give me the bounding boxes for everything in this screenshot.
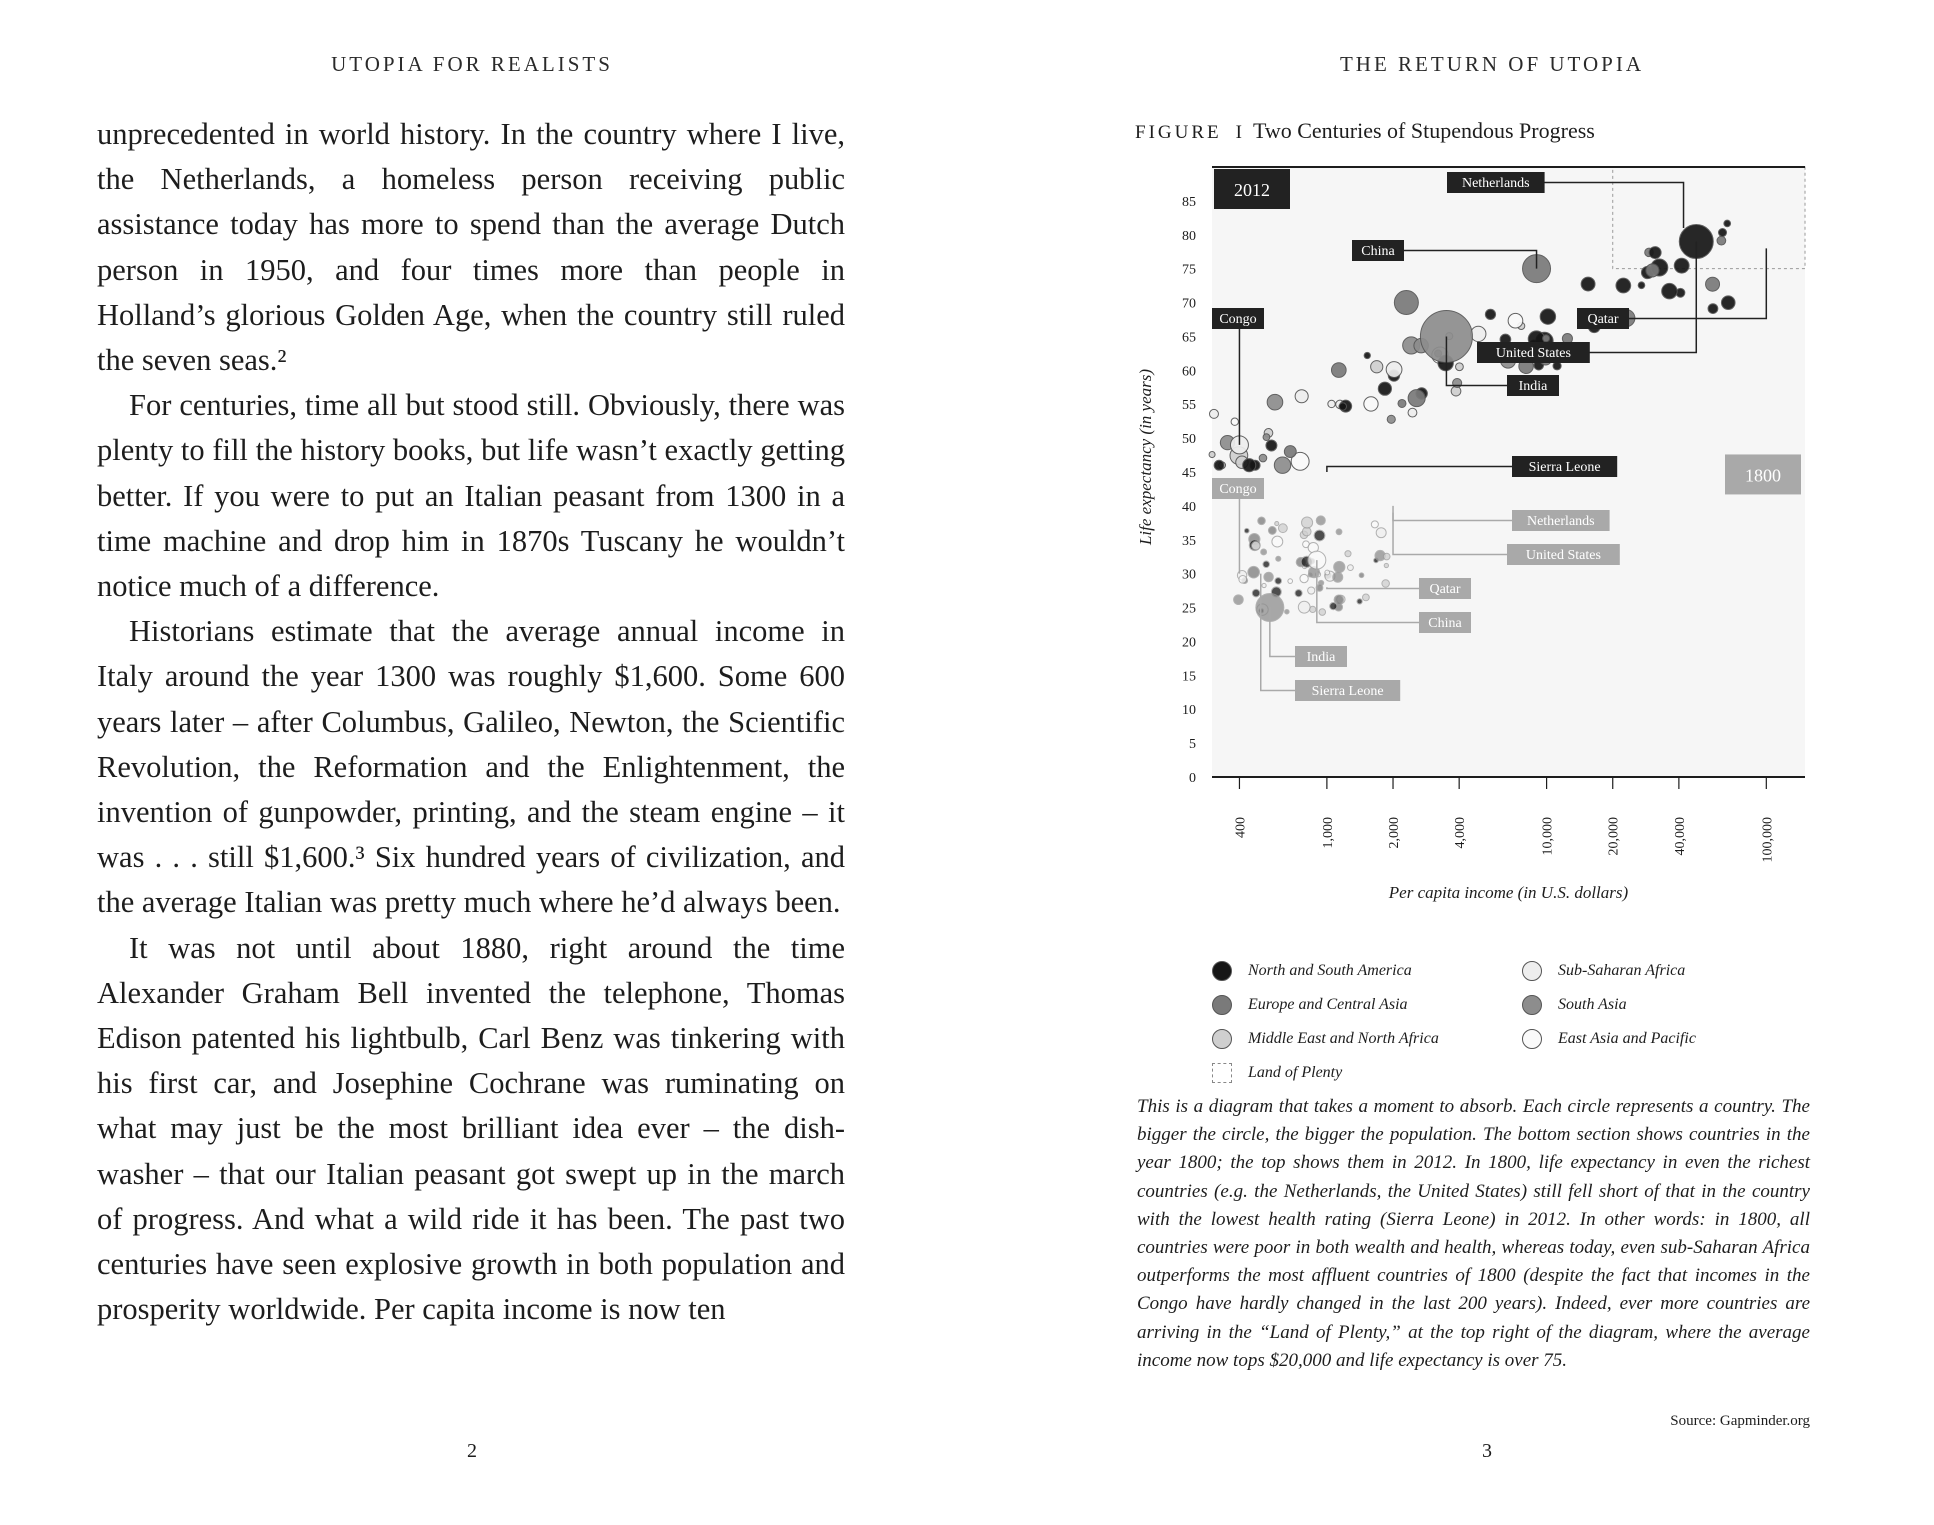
country-bubble [1706,277,1720,291]
legend-item [1522,992,1627,1018]
country-bubble [1364,397,1378,411]
figure-label: FIGURE [1135,122,1222,143]
country-label: Congo [1219,312,1257,327]
paragraph-3: Historians estimate that the average annual income in Italy around the year 1300 was roughly $1,600. Some 600 years later – after Columbus, Galileo, Newton, the Scientific Revolution, the Reformation and the Enlightenment, the invention of gunpowder, printing, and the steam engine – it was . . . still $1,600.³ Six hundred years of civilization, and the average Italian was pretty much where he’d always been. [97,614,845,920]
country-bubble [1721,296,1735,310]
legend-label: Middle East and North Africa [1248,1030,1439,1047]
country-bubble [1331,363,1346,378]
body-text [97,112,845,1332]
x-axis-label: Per capita income (in U.S. dollars) [1388,883,1629,902]
country-bubble [1275,522,1279,526]
country-bubble [1674,258,1689,273]
y-tick-label: 20 [1182,635,1196,651]
country-bubble [1209,452,1215,458]
y-tick-label: 45 [1182,466,1196,481]
country-label: Sierra Leone [1311,684,1384,699]
country-bubble [1334,561,1345,572]
country-bubble [1248,566,1260,578]
country-bubble [1263,434,1270,441]
country-bubble [1339,403,1346,410]
country-bubble [1387,415,1395,423]
country-label: India [1306,650,1336,665]
country-bubble [1252,589,1260,597]
country-bubble [1336,529,1342,535]
country-bubble [1357,599,1362,604]
country-label: United States [1495,346,1571,361]
country-bubble [1359,573,1364,578]
x-tick-label: 400 [1233,817,1249,838]
legend-item [1212,1060,1342,1086]
country-bubble [1275,578,1282,585]
country-bubble [1364,352,1370,358]
legend-swatch [1212,1029,1232,1049]
figure-source: Source: Gapminder.org [1670,1413,1810,1429]
country-bubble [1382,580,1390,588]
country-bubble [1581,277,1595,291]
legend-swatch [1212,1063,1232,1083]
country-bubble [1616,278,1631,293]
country-bubble [1325,570,1330,575]
legend-item [1522,1026,1696,1052]
chart-legend [1212,958,1772,1098]
legend-label: South Asia [1558,996,1627,1013]
y-tick-label: 0 [1189,771,1196,786]
country-bubble [1285,609,1289,613]
country-bubble [1408,408,1417,417]
legend-swatch [1212,961,1232,981]
country-label: Netherlands [1461,176,1530,191]
legend-swatch [1522,961,1542,981]
country-bubble [1540,309,1555,324]
y-tick-label: 75 [1182,262,1196,278]
paragraph-2: For centuries, time all but stood still. Obviously, there was plenty to fill the history books, but life wasn’t exactly getting better. If you were to put an Italian peasant from 1300 in a time machine and drop him in 1870s Tuscany he wouldn’t notice much of a difference. [97,388,845,604]
legend-swatch [1522,995,1542,1015]
y-tick-label: 50 [1182,432,1196,448]
legend-swatch [1212,995,1232,1015]
country-bubble [1288,579,1293,584]
x-tick-label: 100,000 [1760,817,1776,863]
country-label: Congo [1219,482,1257,497]
x-tick-label: 10,000 [1540,817,1556,856]
x-tick-label: 20,000 [1606,817,1622,856]
y-tick-label: 80 [1182,228,1196,244]
figure-description: This is a diagram that takes a moment to absorb. Each circle represents a country. The bigger the circle, the bigger the population. The bottom section shows countries in the year 1800; the top shows them in 2012. In 1800, life expectancy in even the richest countries (e.g. the Netherlands, the United States) still fell short of that in the country with the lowest health rating (Sierra Leone) in 2012. In other words: in 1800, all countries were poor in both wealth and health, whereas today, even sub-Saharan Africa outperforms the most affluent countries of 1800 (despite the fact that incomes in the Congo have hardly changed in the last 200 years). Indeed, ever more countries are arriving in the “Land of Plenty,” at the top right of the diagram, where the average income now tops $20,000 and life expectancy is over 75. [1137,1096,1810,1371]
country-bubble [1508,313,1523,328]
country-bubble [1231,418,1238,425]
y-axis-label: Life expectancy (in years) [1136,368,1155,546]
legend-item [1522,958,1685,984]
legend-item [1212,992,1408,1018]
y-tick-label: 40 [1182,499,1196,515]
country-bubble [1717,236,1726,245]
y-tick-label: 25 [1182,601,1196,617]
country-bubble [1258,517,1266,525]
country-bubble [1384,563,1388,567]
country-bubble [1302,517,1313,528]
legend-label: North and South America [1248,962,1412,979]
country-bubble [1300,574,1308,582]
country-bubble [1398,399,1406,407]
country-bubble [1471,326,1486,341]
country-bubble [1649,247,1661,259]
country-bubble [1378,382,1391,395]
country-bubble [1316,516,1325,525]
y-tick-label: 60 [1182,364,1196,380]
page-number-left: 2 [467,1440,477,1462]
country-bubble [1348,565,1354,571]
country-bubble [1708,304,1718,314]
country-bubble [1543,335,1550,342]
country-bubble [1261,549,1267,555]
running-head-right: THE RETURN OF UTOPIA [1339,52,1645,76]
country-bubble [1295,390,1308,403]
country-bubble [1234,595,1244,605]
legend-label: Europe and Central Asia [1248,996,1408,1013]
right-page [967,0,1934,1525]
country-label: India [1518,379,1548,394]
country-bubble [1314,530,1325,541]
country-bubble [1264,572,1273,581]
country-bubble [1244,528,1249,533]
x-tick-label: 4,000 [1453,817,1469,849]
country-bubble [1251,541,1260,550]
country-bubble [1308,587,1315,594]
country-bubble [1456,363,1464,371]
y-tick-label: 70 [1182,296,1196,312]
x-tick-label: 1,000 [1320,817,1336,849]
country-label: Qatar [1587,312,1619,327]
country-bubble [1295,590,1302,597]
figure-title-text: Two Centuries of Stupendous Progress [1252,118,1595,143]
country-label: United States [1525,548,1601,563]
country-bubble [1485,309,1495,319]
country-bubble [1334,595,1343,604]
country-bubble [1646,264,1659,277]
country-bubble [1274,457,1290,473]
country-bubble [1408,390,1425,407]
country-bubble [1263,561,1270,568]
country-label: Sierra Leone [1528,460,1601,475]
figure-number: I [1235,122,1243,143]
country-bubble [1386,362,1402,378]
country-bubble [1298,601,1310,613]
running-head-left: UTOPIA FOR REALISTS [331,52,613,76]
paragraph-4: It was not until about 1880, right around the time Alexander Graham Bell invented the telephone, Thomas Edison patented his lightbulb, Carl Benz was tinkering with his first car, and Josephine Cochrane was ruminating on what may just be the most brilliant idea ever – the dish-washer – that our Italian peasant got swept up in the march of progress. And what a wild ride it has been. The past two centuries have seen explosive growth in both population and prosperity worldwide. Per capita income is now ten [97,930,845,1327]
country-bubble [1259,454,1267,462]
legend-label: Sub-Saharan Africa [1558,962,1686,979]
x-tick-label: 2,000 [1387,817,1403,849]
country-bubble [1319,609,1326,616]
year-label: 1800 [1745,465,1781,486]
country-label: China [1428,616,1462,631]
paragraph-1: unprecedented in world history. In the country where I live, the Netherlands, a homeless person receiving public assistance today has more to spend than the average Dutch person in 1950, and four times more than people in Holland’s glorious Golden Age, when the country still ruled the seven seas.² [97,117,845,378]
country-label: Netherlands [1526,514,1595,529]
y-tick-label: 35 [1182,533,1196,549]
country-bubble [1276,556,1281,561]
y-tick-label: 5 [1189,737,1196,753]
legend-item [1212,1026,1439,1052]
country-bubble [1262,583,1266,587]
country-bubble [1328,400,1335,407]
country-bubble [1724,220,1731,227]
country-bubble [1214,460,1224,470]
country-bubble [1209,409,1218,418]
country-bubble [1284,446,1296,458]
country-label: Qatar [1429,582,1461,597]
country-bubble [1266,440,1277,451]
country-bubble [1383,553,1390,560]
legend-label: Land of Plenty [1248,1064,1343,1081]
country-bubble [1363,594,1370,601]
page-number-right: 3 [1482,1440,1492,1462]
x-tick-label: 40,000 [1672,817,1688,856]
country-label: China [1361,244,1395,259]
country-bubble [1662,283,1677,298]
legend-swatch [1522,1029,1542,1049]
bubble-chart [967,0,1934,960]
country-bubble [1718,228,1726,236]
legend-label: East Asia and Pacific [1558,1030,1696,1047]
country-bubble [1268,527,1276,535]
legend-item [1212,958,1412,984]
country-bubble [1371,361,1383,373]
country-bubble [1638,282,1645,289]
country-bubble [1345,551,1351,557]
country-bubble [1371,521,1378,528]
country-bubble [1376,528,1386,538]
country-bubble [1333,572,1343,582]
y-tick-label: 55 [1182,398,1196,414]
y-tick-label: 10 [1182,703,1196,719]
country-bubble [1243,459,1256,472]
country-bubble [1278,524,1287,533]
y-tick-label: 30 [1182,567,1196,583]
country-bubble [1394,291,1418,315]
country-bubble [1267,394,1283,410]
year-label: 2012 [1234,180,1270,200]
country-bubble [1239,575,1247,583]
y-tick-label: 65 [1182,330,1196,346]
country-bubble [1272,536,1283,547]
y-tick-label: 15 [1182,669,1196,685]
y-tick-label: 85 [1182,194,1196,210]
